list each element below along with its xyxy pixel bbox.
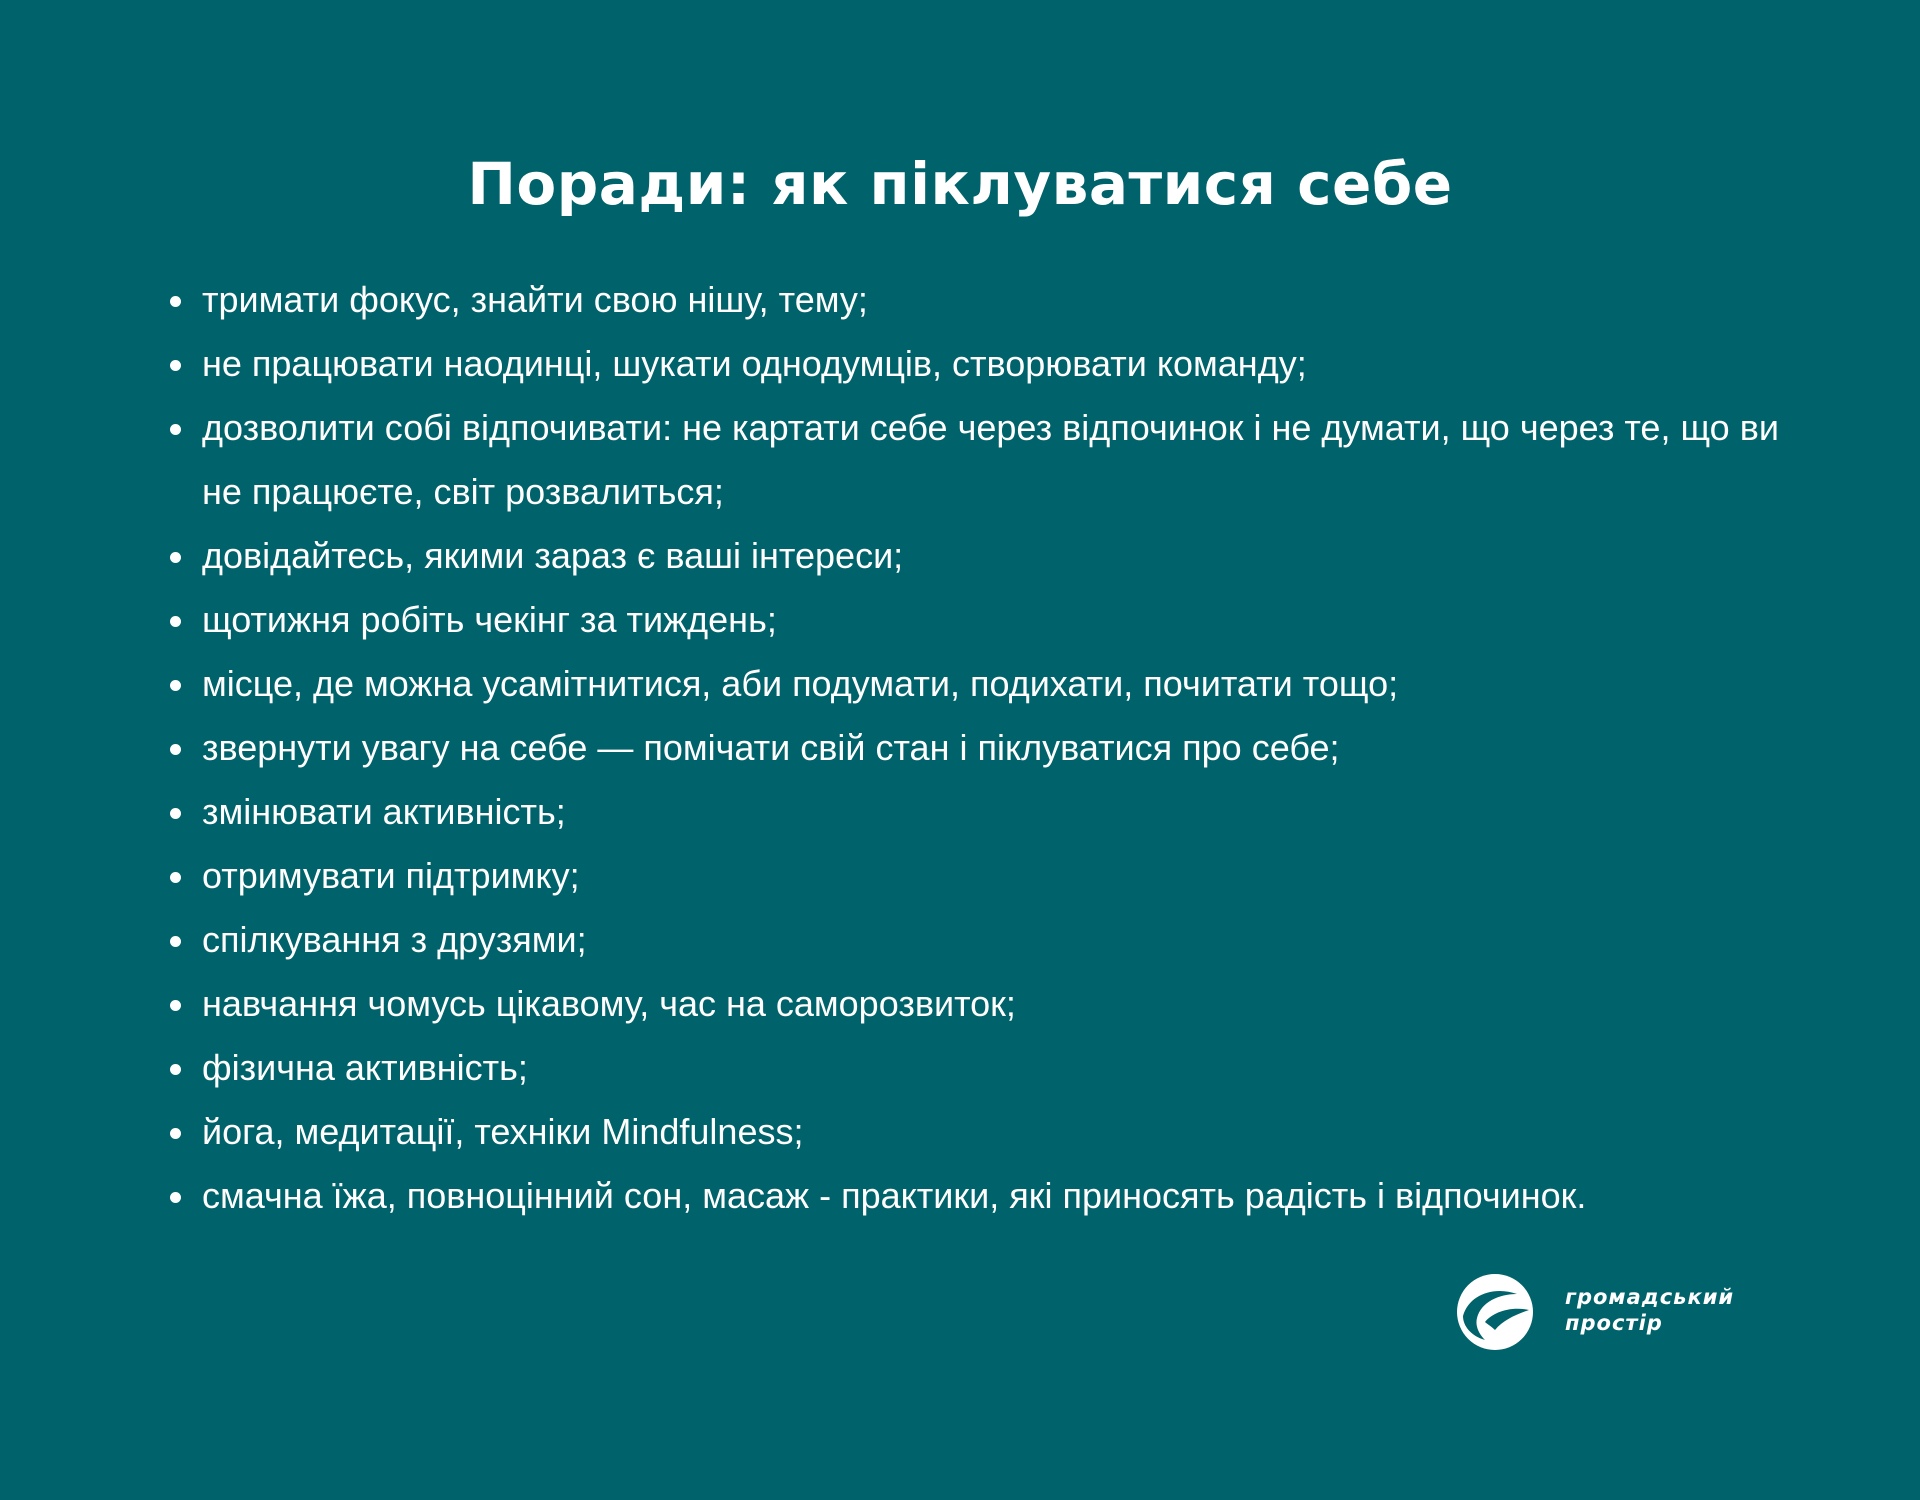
list-item: не працювати наодинці, шукати однодумців, створювати команду; xyxy=(168,332,1808,396)
logo-line-1: громадський xyxy=(1565,1285,1735,1309)
list-item: спілкування з друзями; xyxy=(168,908,1808,972)
list-item: тримати фокус, знайти свою нішу, тему; xyxy=(168,268,1808,332)
list-item: навчання чомусь цікавому, час на саморозвиток; xyxy=(168,972,1808,1036)
logo-line-2: простір xyxy=(1565,1311,1663,1335)
list-item: змінювати активність; xyxy=(168,780,1808,844)
list-item: звернути увагу на себе — помічати свій стан і піклуватися про себе; xyxy=(168,716,1808,780)
list-item: довідайтесь, якими зараз є ваші інтереси; xyxy=(168,524,1808,588)
list-item: місце, де можна усамітнитися, аби подумати, подихати, почитати тощо; xyxy=(168,652,1808,716)
list-item: щотижня робіть чекінг за тиждень; xyxy=(168,588,1808,652)
brand-logo xyxy=(1455,1270,1775,1354)
list-item: смачна їжа, повноцінний сон, масаж - практики, які приносять радість і відпочинок. xyxy=(168,1164,1808,1228)
list-item: отримувати підтримку; xyxy=(168,844,1808,908)
logo-text xyxy=(1565,1284,1734,1336)
tips-list xyxy=(168,268,1808,1228)
list-item: фізична активність; xyxy=(168,1036,1808,1100)
page-title: Поради: як піклуватися себе xyxy=(467,150,1453,218)
list-item: дозволити собі відпочивати: не картати себе через відпочинок і не думати, що через те, що ви не працюєте, світ розвалиться; xyxy=(168,396,1808,524)
logo-mark-icon xyxy=(1455,1272,1535,1352)
list-item: йога, медитації, техніки Mindfulness; xyxy=(168,1100,1808,1164)
